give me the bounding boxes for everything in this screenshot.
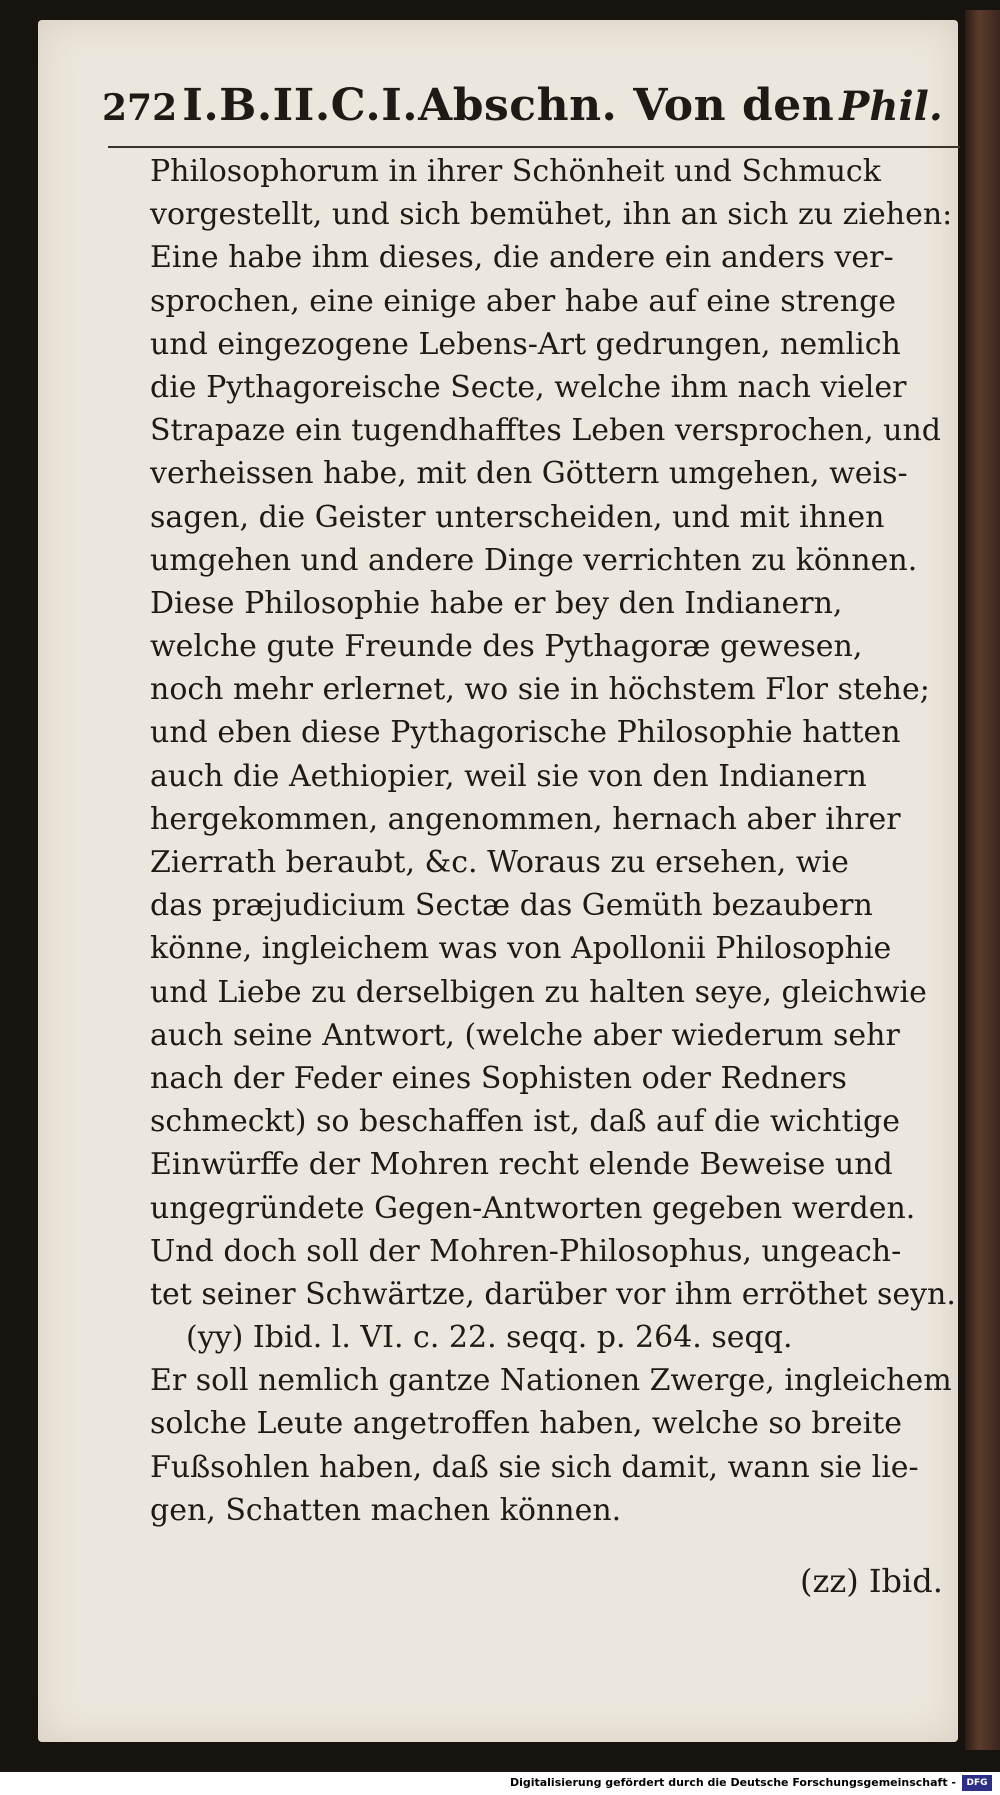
book-spine <box>965 10 1000 1750</box>
text-line: noch mehr erlernet, wo sie in höchstem Flor stehe; <box>150 672 930 708</box>
footnote-line: Er soll nemlich gantze Nationen Zwerge, ingleichem <box>150 1363 952 1399</box>
text-line: auch die Aethiopier, weil sie von den Indianern <box>150 758 867 794</box>
text-line: schmeckt) so beschaffen ist, daß auf die wichtige <box>150 1104 900 1140</box>
funding-credit: Digitalisierung gefördert durch die Deutsche Forschungsgemeinschaft - <box>509 1776 956 1789</box>
footnote-line: solche Leute angetroffen haben, welche so breite <box>150 1406 903 1442</box>
text-line: vorgestellt, und sich bemühet, ihn an sich zu ziehen: <box>150 197 953 233</box>
footnote-line: Fußsohlen haben, daß sie sich damit, wann sie lie- <box>150 1449 919 1485</box>
text-line: Eine habe ihm dieses, die andere ein anders ver- <box>150 240 894 276</box>
text-line: Strapaze ein tugendhafftes Leben versprochen, und <box>150 413 942 449</box>
text-line: ungegründete Gegen-Antworten gegeben werden. <box>150 1190 916 1226</box>
text-line: könne, ingleichem was von Apollonii Philosophie <box>150 931 892 967</box>
running-head: I.B.II.C.I.Abschn. Von den <box>182 80 835 131</box>
text-line: und eingezogene Lebens-Art gedrungen, nemlich <box>150 326 901 362</box>
text-line: die Pythagoreische Secte, welche ihm nach vieler <box>150 369 907 405</box>
text-line: welche gute Freunde des Pythagoræ gewesen, <box>150 629 863 665</box>
footnote-line: (yy) Ibid. l. VI. c. 22. seqq. p. 264. seqq. <box>186 1320 793 1356</box>
text-line: und Liebe zu derselbigen zu halten seye, gleichwie <box>150 974 927 1010</box>
page-number: 272 <box>102 87 178 129</box>
dfg-logo: DFG <box>962 1775 992 1791</box>
text-line: Und doch soll der Mohren-Philosophus, ungeach- <box>150 1233 902 1269</box>
text-line: sprochen, eine einige aber habe auf eine strenge <box>150 283 897 319</box>
body-text <box>150 150 970 1532</box>
header-rule <box>108 146 960 148</box>
text-line: verheissen habe, mit den Göttern umgehen, weis- <box>150 456 908 492</box>
digitization-footer <box>0 1772 1000 1795</box>
catchword-footnote-ref: (zz) Ibid. <box>800 1562 943 1600</box>
text-line: auch seine Antwort, (welche aber wiederum sehr <box>150 1017 900 1053</box>
text-line: und eben diese Pythagorische Philosophie hatten <box>150 715 901 751</box>
text-line: Zierrath beraubt, &c. Woraus zu ersehen, wie <box>150 845 849 880</box>
text-line: Diese Philosophie habe er bey den Indianern, <box>150 585 843 621</box>
text-line: das præjudicium Sectæ das Gemüth bezaubern <box>150 888 873 924</box>
text-line: tet seiner Schwärtze, darüber vor ihm erröthet seyn. <box>150 1276 956 1312</box>
text-line: Einwürffe der Mohren recht elende Beweise und <box>150 1147 893 1183</box>
text-line: nach der Feder eines Sophisten oder Redners <box>150 1060 847 1096</box>
running-head-tail: Phil. <box>839 83 943 130</box>
text-line: Philosophorum in ihrer Schönheit und Schmuck <box>150 154 881 189</box>
text-line: sagen, die Geister unterscheiden, und mit ihnen <box>150 499 885 535</box>
footnote-line: gen, Schatten machen können. <box>150 1492 622 1528</box>
text-line: umgehen und andere Dinge verrichten zu können. <box>150 542 918 578</box>
page-header <box>102 80 942 140</box>
text-line: hergekommen, angenommen, hernach aber ihrer <box>150 801 901 837</box>
